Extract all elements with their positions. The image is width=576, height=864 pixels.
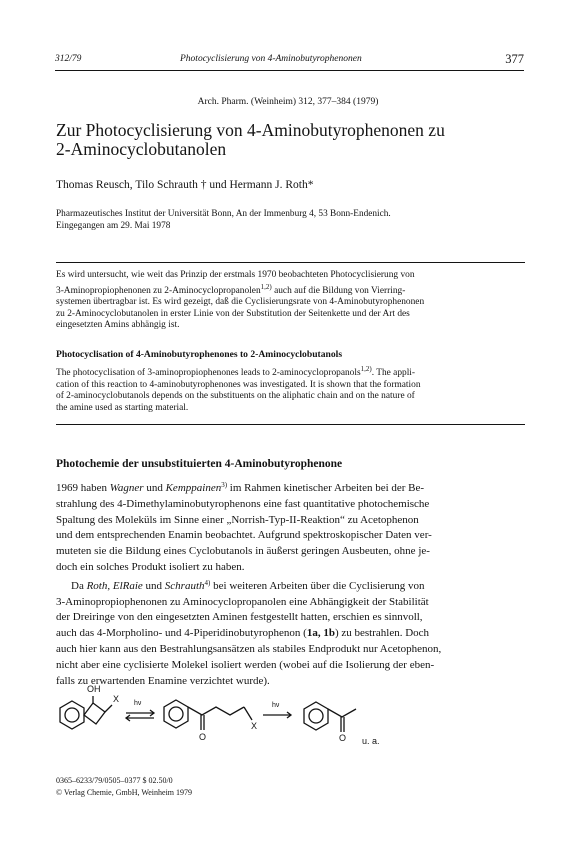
footer [56, 775, 192, 799]
running-head-title: Photocyclisierung von 4-Aminobutyrophenonen [180, 54, 362, 64]
text-run: der Dreiringe von den eingesetzten Aminen festgestellt hatten, erschien es sinnvoll, [56, 611, 423, 624]
chain-x-bond [244, 707, 252, 720]
abstract-text: The photocyclisation of 3-aminopropiophenones leads to 2-aminocyclopropanols [56, 368, 361, 378]
author-name: Wagner [109, 482, 144, 494]
text-run: strahlung des 4-Dimethylaminobutyrophenons eine fast quantitative photochemische [56, 497, 430, 510]
text-run: Spaltung des Moleküls im Sinne einer „Norrish-Typ-II-Reaktion“ zu Acetophenon [56, 513, 419, 526]
benzene-ring-left [60, 701, 84, 729]
text-run: Da [71, 579, 87, 592]
abstract-english-line: the amine used as starting material. [56, 402, 189, 413]
abstract-english-heading: Photocyclisation of 4-Aminobutyrophenones to 2-Aminocyclobutanols [56, 349, 343, 360]
reference-marker: 1,2) [260, 282, 272, 291]
abstract-german-line [56, 282, 528, 298]
text-run: nicht aber eine cyclisierte Molekel isoliert werden (wobei auf die Isolierung der eben- [56, 658, 435, 671]
trailing-text: u. a. [362, 736, 380, 746]
abstract-german-line: systemen übertragbar ist. Es wird gezeigt, daß die Cyclisierungsrate von 4-Aminobutyrophenonen [56, 297, 425, 308]
article-title-line-1: Zur Photocyclisierung von 4-Aminobutyrophenonen zu [56, 120, 445, 140]
paragraph-1 [56, 478, 528, 576]
article-title-line-2: 2-Aminocyclobutanolen [56, 139, 227, 159]
abstract-english-line [56, 364, 528, 380]
abstract-german-line: zu 2-Aminocyclobutanolen in erster Linie von der Substitution der Seitenkette und der Art des [56, 308, 410, 319]
affiliation-address: Pharmazeutisches Institut der Universität Bonn, An der Immenburg 4, 53 Bonn-Endenich. [56, 209, 391, 219]
arrow-2-label: hν [272, 702, 280, 709]
oh-label: OH [87, 684, 101, 694]
body-text [56, 478, 528, 689]
abstract-rule-bottom [56, 424, 525, 425]
acetyl-chain [328, 709, 356, 717]
copyright: © Verlag Chemie, GmbH, Weinheim 1979 [56, 788, 193, 797]
x-label-left: X [113, 694, 120, 704]
abstract-english-line: of 2-aminocyclobutanols depends on the substituents on the aliphatic chain and on the nature of [56, 391, 415, 402]
text-run: und [142, 579, 165, 592]
header-rule [55, 70, 524, 71]
running-head [55, 54, 524, 68]
abstract-german [56, 270, 528, 332]
reference-marker: 3) [221, 481, 228, 489]
benzene-ring-middle [164, 700, 188, 728]
text-run: auch hier kann aus den Bestrahlungsansätzen als stabiles Endprodukt nur Acetophenon, [56, 642, 442, 655]
text-run: im Rahmen kinetischer Arbeiten bei der Be- [227, 482, 425, 494]
aromatic-circle-right [309, 709, 323, 723]
affiliation [56, 208, 526, 233]
text-run: falls zu erwartenden Enamine verzichtet wurde). [56, 674, 270, 687]
text-run: muteten sie die Bildung eines Cyclobutanols in äußerst geringen Ausbeuten, ohne je- [56, 545, 430, 558]
journal-citation: Arch. Pharm. (Weinheim) 312, 377–384 (1979) [197, 97, 379, 107]
section-heading: Photochemie der unsubstituierten 4-Aminobutyrophenone [56, 458, 343, 470]
o-label-right: O [339, 733, 347, 743]
paragraph-2 [56, 576, 528, 690]
reaction-scheme [58, 686, 458, 752]
text-run: und dem entsprechenden Enamin beobachtet. Aufgrund spektroskopischer Daten ver- [56, 529, 432, 542]
text-run: ) zu bestrahlen. Doch [334, 627, 430, 640]
page-number: 377 [505, 52, 524, 66]
text-run: und [143, 482, 166, 494]
author-list: Thomas Reusch, Tilo Schrauth † und Hermann J. Roth* [56, 179, 314, 191]
reference-marker: 1,2) [360, 365, 372, 373]
text-run: 3-Aminopropiophenonen zu Aminocyclopropanolen eine Abhängigkeit der Stabilität [56, 595, 429, 608]
reference-marker: 4) [204, 578, 211, 587]
abstract-text: . The appli- [371, 368, 416, 378]
author-name: Schrauth [164, 579, 205, 592]
author-name: Roth, ElRaie [86, 579, 143, 592]
issn-code: 0365–6233/79/0505–0377 $ 02.50/0 [56, 776, 173, 785]
text-run: auch das 4-Morpholino- und 4-Piperidinobutyrophenon ( [56, 627, 307, 640]
received-date: Eingegangen am 29. Mai 1978 [56, 221, 171, 232]
running-head-volume: 312/79 [55, 54, 82, 64]
abstract-text: 3-Aminopropiophenonen zu 2-Aminocyclopropanolen [56, 285, 261, 296]
text-run: bei weiteren Arbeiten über die Cyclisierung von [210, 579, 425, 592]
benzene-ring-right [304, 702, 328, 730]
x-label-middle: X [251, 721, 258, 731]
arrow-1-label: hν [134, 700, 142, 707]
author-name: Kemppainen [165, 482, 222, 494]
abstract-german-line: eingesetzten Amins abhängig ist. [56, 320, 180, 331]
compound-number: 1a, 1b [306, 627, 335, 640]
text-run: 1969 haben [56, 482, 110, 494]
cyclobutane-ring [84, 703, 105, 724]
aromatic-circle-left [65, 708, 79, 722]
abstract-german-line: Es wird untersucht, wie weit das Prinzip der erstmals 1970 beobachteten Photocyclisierung von [56, 270, 415, 280]
abstract-english [56, 364, 528, 414]
text-run: doch ein solches Produkt isoliert zu haben. [56, 560, 245, 573]
abstract-text: auch auf die Bildung von Vierring- [271, 285, 406, 296]
aromatic-circle-middle [169, 707, 183, 721]
abstract-rule-top [56, 262, 525, 263]
article-title [56, 121, 526, 159]
abstract-english-line: cation of this reaction to 4-aminobutyrophenones was investigated. It is shown that the formation [56, 379, 421, 390]
x-bond [105, 705, 112, 712]
o-label-middle: O [199, 732, 207, 742]
butyrophenone-chain [188, 707, 244, 715]
